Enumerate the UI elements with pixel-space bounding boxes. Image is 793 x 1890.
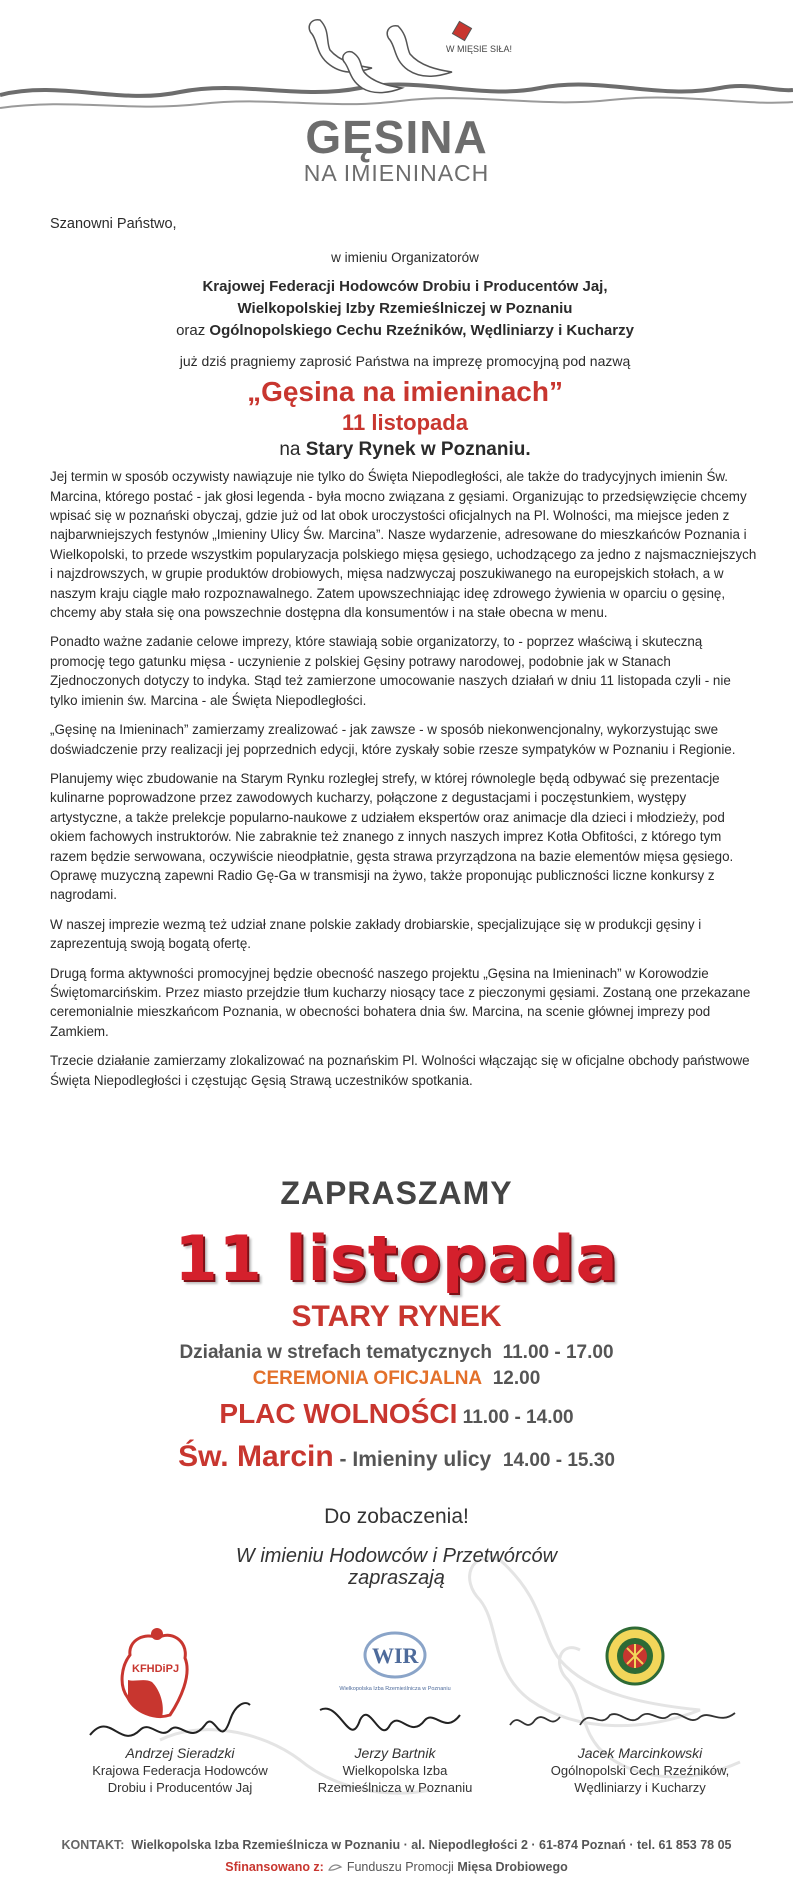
big-date: 11 listopada — [174, 1222, 619, 1295]
event-place-name: Stary Rynek w Poznaniu. — [305, 439, 531, 461]
signature-marcinkowski — [500, 1695, 760, 1745]
on-behalf-closing — [0, 1545, 793, 1589]
signatory-3 — [530, 1745, 750, 1796]
greeting: Szanowni Państwo, — [50, 216, 177, 232]
strefy-line — [0, 1342, 793, 1364]
paragraph: Drugą forma aktywności promocyjnej będzie obecność naszego projektu „Gęsina na Imieninach” w Korowodzie Świętomarcińskim. Przez miasto przejdzie tłum kucharzy niosący tace z pieczonymi gęsiami. Zostaną one przekazane ceremonialnie mieszkańcom Poznania, w obecności bohatera dnia św. Marcina, na scenie głównej imprezy pod Zamkiem. — [50, 965, 751, 1039]
signatory-org: Krajowa Federacja Hodowców — [92, 1763, 268, 1778]
strefy-label: Działania w strefach tematycznych — [179, 1342, 493, 1363]
contact-label: KONTAKT: — [61, 1838, 125, 1852]
paragraph: Ponadto ważne zadanie celowe imprezy, które stawiają sobie organizatorzy, to - poprzez właściwą i skuteczną promocję tego gatunku mięsa - uczynienie z polskiej Gęsiny potrawy narodowej, podobnie jak w Stanach Zjednoczonych dotyczy to indyka. Stąd też zamierzone umocowanie naszych działań w dniu 11 listopada czyli - nie tylko imienin św. Marcina - ale Święta Niepodległości. — [50, 634, 731, 708]
letter-body — [50, 215, 760, 1100]
event-place-prefix: na — [279, 439, 301, 461]
cech-emblem-logo — [600, 1618, 670, 1698]
invite-line: już dziś pragniemy zaprosić Państwa na imprezę promocyjną pod nazwą — [179, 352, 631, 369]
event-date: 11 listopada — [342, 410, 468, 436]
logo-subtitle: NA IMIENINACH — [303, 160, 490, 186]
strefy-time: 11.00 - 17.00 — [502, 1342, 614, 1363]
kfhdipj-logo-text: KFHDiPJ — [132, 1663, 180, 1675]
paragraph: W naszej imprezie wezmą też udział znane polskie zakłady drobiarskie, specjalizujące się w produkcji gęsiny i zaprezentują swoją bogatą ofertę. — [50, 916, 702, 952]
signatory-org: Drobiu i Producentów Jaj — [107, 1780, 253, 1795]
on-behalf-line: w imieniu Organizatorów — [331, 250, 479, 266]
organizer-1: Krajowej Federacji Hodowców Drobiu i Producentów Jaj, — [202, 277, 608, 295]
ceremonia-line — [0, 1368, 793, 1390]
zapraszamy-heading: ZAPRASZAMY — [280, 1175, 513, 1211]
organizer-3 — [50, 320, 760, 342]
organizers-list — [50, 276, 760, 342]
geese-wave-illustration — [0, 0, 793, 120]
wir-logo-text: WIR — [372, 1643, 419, 1668]
stary-rynek-heading: STARY RYNEK — [291, 1300, 502, 1333]
signatory-org: Rzemieślnicza w Poznaniu — [317, 1780, 473, 1795]
funding-label: Sfinansowano z: — [225, 1860, 324, 1874]
contact-footer — [0, 1838, 793, 1852]
signatory-1 — [70, 1745, 290, 1796]
signatory-org: Wędliniarzy i Kucharzy — [574, 1780, 706, 1795]
ceremonia-time: 12.00 — [492, 1368, 541, 1389]
see-you-text: Do zobaczenia! — [324, 1505, 469, 1528]
plac-line — [0, 1398, 793, 1430]
marcin-desc: - Imieniny ulicy — [339, 1448, 492, 1471]
wir-logo-caption: Wielkopolska Izba Rzemieślnicza w Poznaniu — [339, 1686, 451, 1692]
marcin-label: Św. Marcin — [178, 1440, 334, 1473]
funding-text-2: Mięsa Drobiowego — [457, 1860, 568, 1874]
contact-text: Wielkopolska Izba Rzemieślnicza w Poznaniu · al. Niepodległości 2 · 61-874 Poznań · tel. 61 853 78 05 — [131, 1838, 732, 1852]
signatory-org: Ogólnopolski Cech Rzeźników, — [550, 1763, 730, 1778]
plac-label: PLAC WOLNOŚCI — [219, 1398, 458, 1429]
on-behalf-closing-1: W imieniu Hodowców i Przetwórców — [235, 1545, 558, 1567]
marcin-time: 14.00 - 15.30 — [502, 1450, 615, 1471]
event-title: „Gęsina na imieninach” — [247, 376, 563, 408]
plac-time: 11.00 - 14.00 — [462, 1407, 574, 1428]
slogan-text: W MIĘSIE SIŁA! — [446, 44, 513, 54]
signatory-org: Wielkopolska Izba — [342, 1763, 448, 1778]
on-behalf-closing-2: zapraszają — [348, 1567, 445, 1589]
organizer-3-name: Ogólnopolskiego Cechu Rzeźników, Wędliniarzy i Kucharzy — [209, 321, 634, 339]
paragraph: „Gęsinę na Imieninach” zamierzamy zrealizować - jak zawsze - w sposób niekonwencjonalny, wykorzystując swe doświadczenie przy realizacji jej poprzednich edycji, które zyskały sobie rzesze sympatyków w Poznaniu i Regionie. — [50, 722, 736, 757]
paragraph: Jej termin w sposób oczywisty nawiązuje nie tylko do Święta Niepodległości, ale także do tradycyjnych imienin Św. Marcina, którego postać - jak głosi legenda - była mocno związana z gęsiami. Organizując to przedsięwzięcie chcemy wpisać się w poznański obyczaj, gdzie już od lat obok uroczystości oficjalnych na Pl. Wolności, ma miejsce jeden z najbarwniejszych festynów „Imieniny Ulicy Św. Marcina”. Nasze wydarzenie, adresowane do mieszkańców Poznania i Wielkopolski, to przede wszystkim popularyzacja polskiego mięsa gęsiego, uchodzącego za jedno z najsmaczniejszych i najzdrowszych, w grupie produktów drobiowych, mięsa nadzwyczaj poszukiwanego na europejskich stołach, a w naszym kraju ciągle mało rozpoznawalnego. Zatem upowszechniając ideę zdrowego żywienia w oparciu o gęsinę, chcemy aby stała się ona powszechnie dostępna dla konsumentów i na stałe obecna w menu. — [50, 469, 757, 621]
logo-title: GĘSINA — [305, 111, 488, 163]
header — [0, 0, 793, 200]
organizer-2: Wielkopolskiej Izby Rzemieślniczej w Poznaniu — [237, 299, 573, 317]
organizer-3-prefix: oraz — [176, 321, 206, 339]
funding-text-1: Funduszu Promocji — [346, 1860, 454, 1874]
slogan-knife-icon — [452, 21, 471, 40]
paragraph: Trzecie działanie zamierzamy zlokalizować na poznańskim Pl. Wolności włączając się w oficjalne obchody państwowe Święta Niepodległości i częstując Gęsią Strawą uczestników spotkania. — [50, 1053, 750, 1088]
goose-icon — [309, 20, 452, 93]
marcin-line — [0, 1440, 793, 1474]
event-place — [50, 437, 760, 463]
funding-footer — [0, 1860, 793, 1874]
ceremonia-label: CEREMONIA OFICJALNA — [252, 1368, 483, 1389]
paragraph: Planujemy więc zbudowanie na Starym Rynku rozległej strefy, w której równolegle będą odbywać się prezentacje kulinarne poprowadzone przez zawodowych kucharzy, połączone z degustacjami i poczęstunkiem, występy artystyczne, a także prelekcje popularno-naukowe z udziałem ekspertów oraz animacje dla dzieci i młodzieży, pod okiem fachowych instruktorów. Nie zabraknie też znanego z innych naszych imprez Kotła Obfitości, z którego tym razem będzie serwowana, oczywiście nieodpłatnie, gęsta strawa przyrządzona na bazie elementów mięsa gęsiego. Oprawę muzyczną zapewni Radio Gę-Ga w transmisji na żywo, także proponując publiczności liczne konkursy z nagrodami. — [50, 770, 734, 903]
signatory-name: Jerzy Bartnik — [354, 1745, 436, 1761]
signatory-name: Jacek Marcinkowski — [577, 1745, 703, 1761]
signatory-name: Andrzej Sieradzki — [125, 1745, 235, 1761]
funding-bird-icon — [327, 1862, 343, 1874]
signatory-2 — [285, 1745, 505, 1796]
